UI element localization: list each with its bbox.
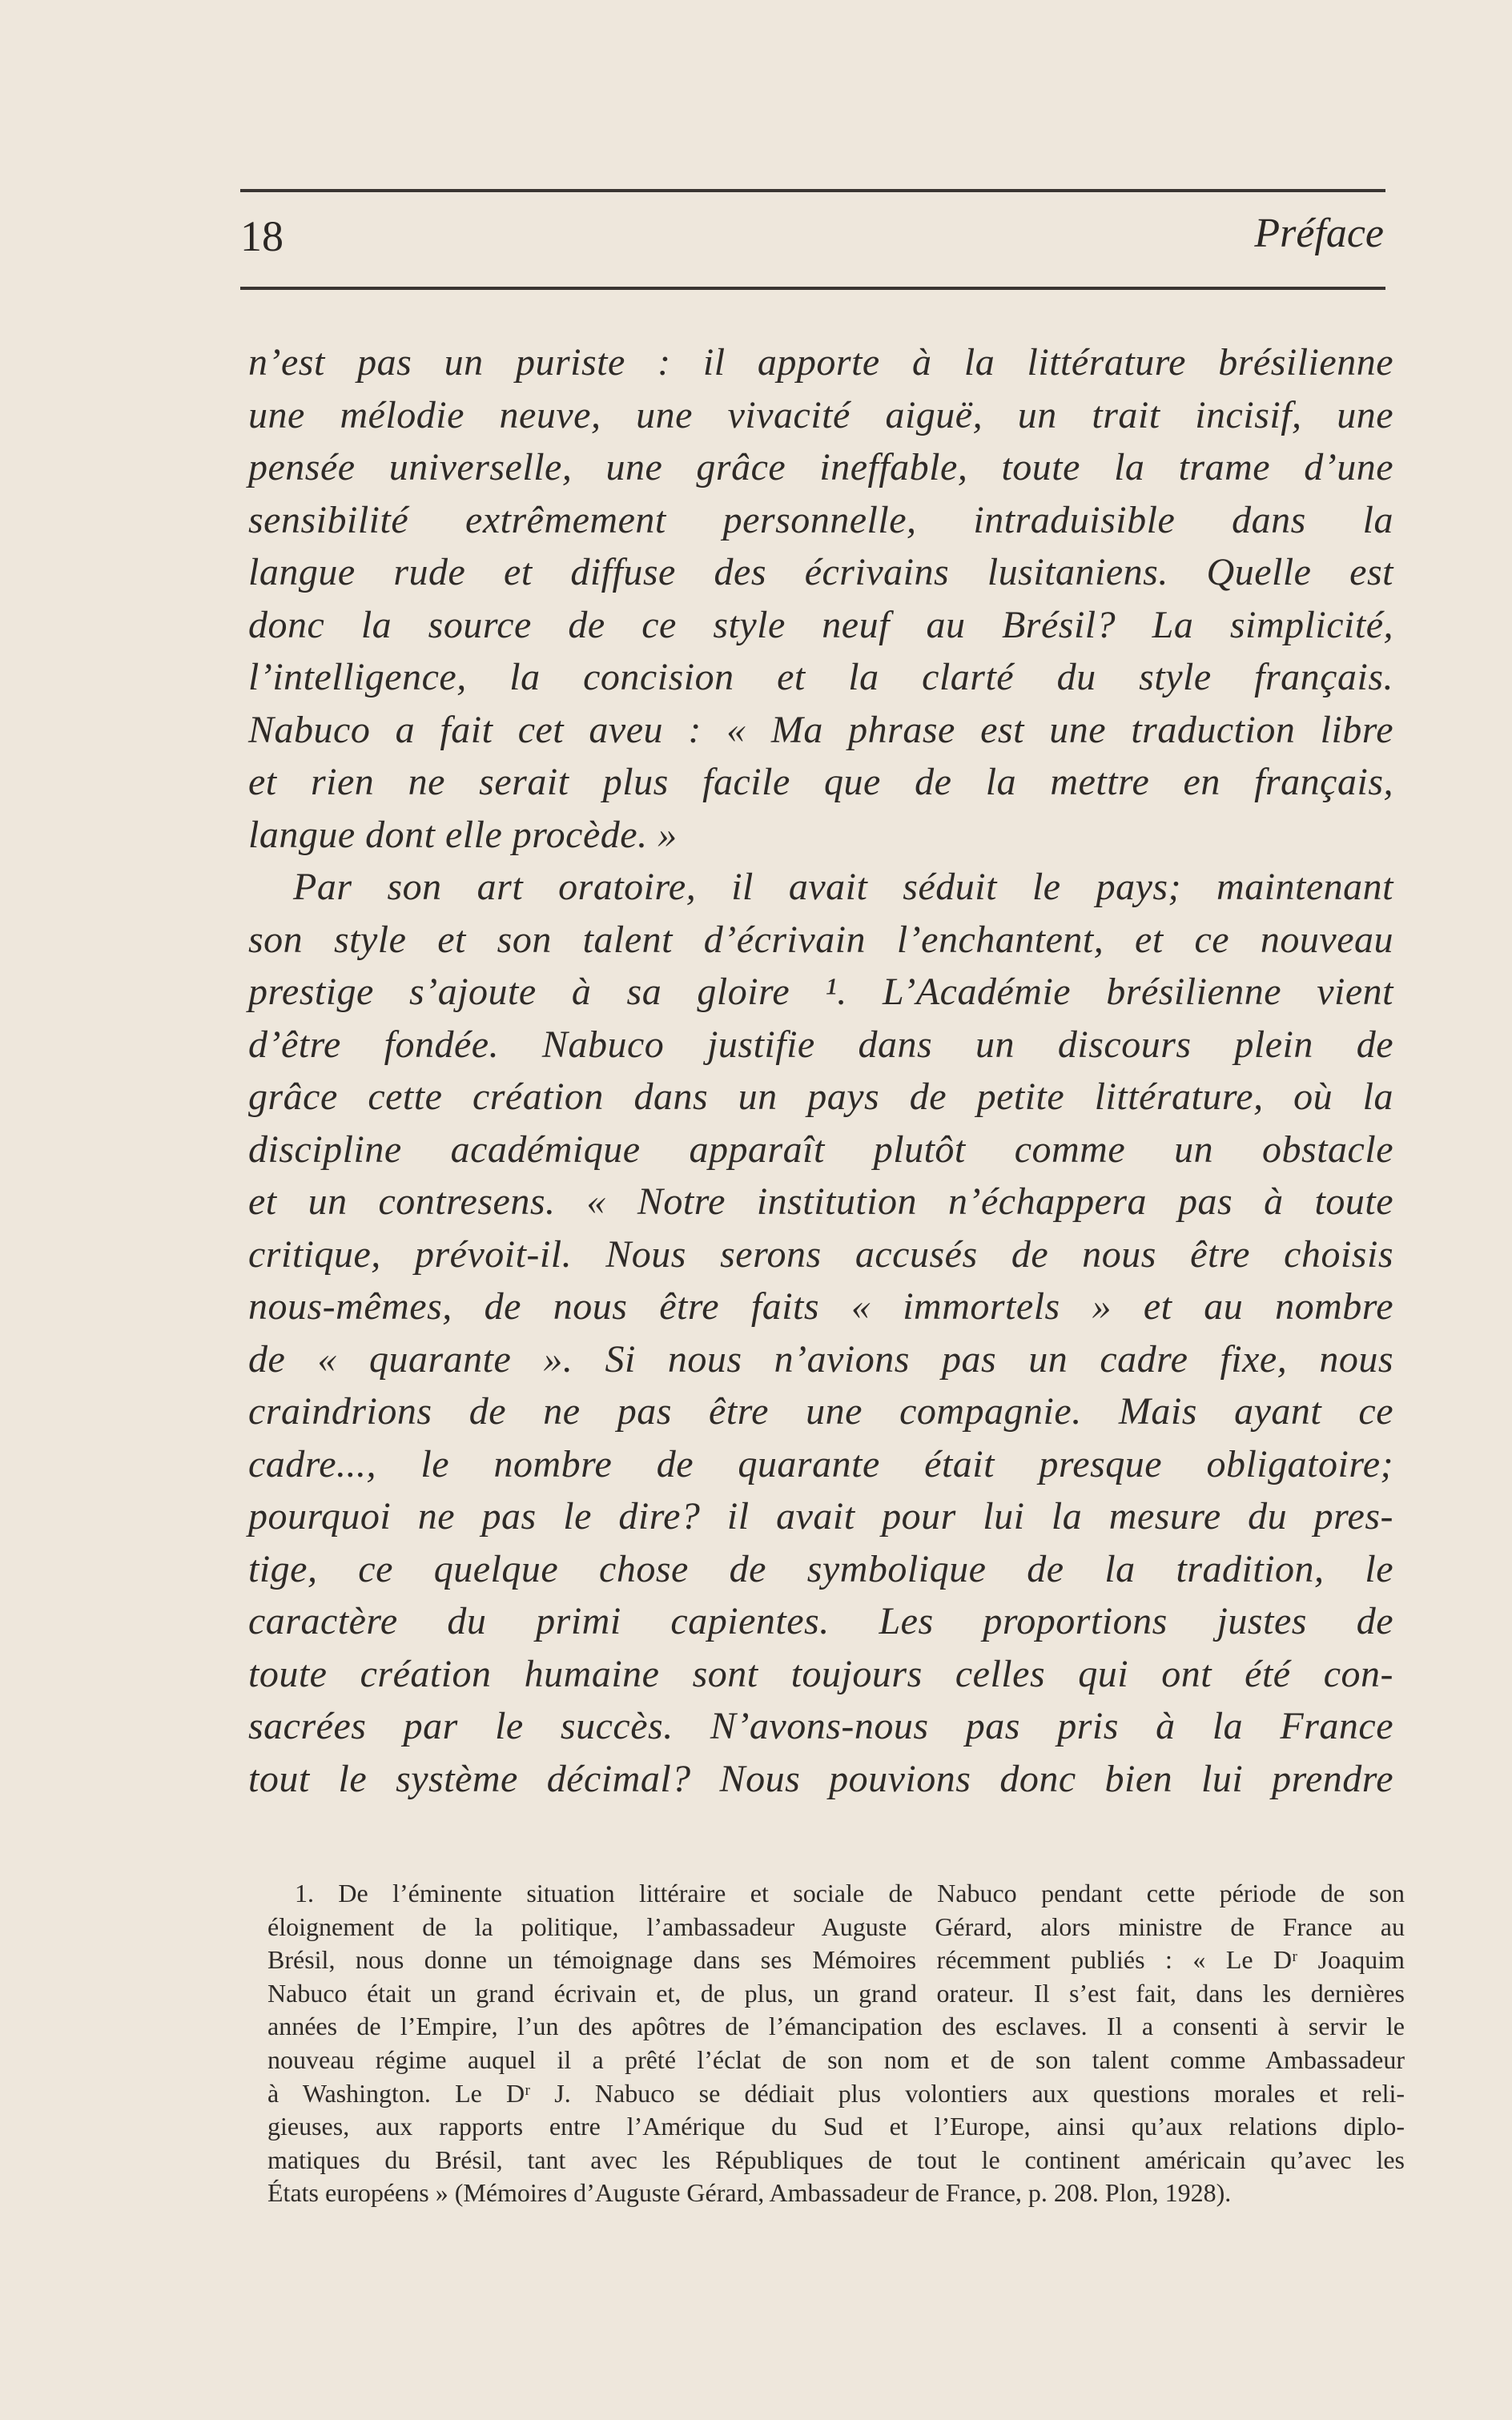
body-line: l’intelligence, la concision et la clarté du style français. (248, 656, 1393, 698)
footnote-block (267, 1877, 1405, 2210)
footnote-line: gieuses, aux rapports entre l’Amérique du Sud et l’Europe, ainsi qu’aux relations diplo- (267, 2112, 1405, 2141)
body-line: pensée universelle, une grâce ineffable, toute la trame d’une (248, 446, 1393, 488)
footnote-line: années de l’Empire, l’un des apôtres de l’émancipation des esclaves. Il a consenti à servir le (267, 2012, 1405, 2041)
body-line: prestige s’ajoute à sa gloire ¹. L’Académie brésilienne vient (248, 971, 1393, 1013)
body-line: cadre..., le nombre de quarante était presque obligatoire; (248, 1442, 1393, 1485)
body-line: et rien ne serait plus facile que de la mettre en français, (248, 761, 1393, 803)
body-line: toute création humaine sont toujours celles qui ont été con- (248, 1652, 1393, 1695)
body-line: de « quarante ». Si nous n’avions pas un cadre fixe, nous (248, 1337, 1393, 1381)
body-line: et un contresens. « Notre institution n’échappera pas à toute (248, 1180, 1393, 1223)
running-title: Préface (1254, 211, 1384, 256)
header-bottom-rule (240, 287, 1385, 290)
body-line: pourquoi ne pas le dire? il avait pour lui la mesure du pres- (248, 1495, 1393, 1538)
body-line: tout le système décimal? Nous pouvions donc bien lui prendre (248, 1757, 1393, 1800)
page-number: 18 (240, 212, 284, 260)
footnote-line: Brésil, nous donne un témoignage dans ses Mémoires récemment publiés : « Le Dʳ Joaquim (267, 1945, 1405, 1975)
footnote-line: éloignement de la politique, l’ambassadeur Auguste Gérard, alors ministre de France au (267, 1911, 1405, 1941)
header-top-rule (240, 189, 1385, 192)
body-line: sensibilité extrêmement personnelle, intraduisible dans la (248, 498, 1393, 541)
body-line: nous-mêmes, de nous être faits « immortels » et au nombre (248, 1285, 1393, 1328)
body-line: Nabuco a fait cet aveu : « Ma phrase est une traduction libre (248, 708, 1393, 751)
body-line: son style et son talent d’écrivain l’enchantent, et ce nouveau (248, 918, 1393, 961)
body-line: sacrées par le succès. N’avons-nous pas pris à la France (248, 1705, 1393, 1747)
body-line: d’être fondée. Nabuco justifie dans un discours plein de (248, 1023, 1393, 1066)
body-line: donc la source de ce style neuf au Brésil? La simplicité, (248, 603, 1393, 646)
body-line: discipline académique apparaît plutôt comme un obstacle (248, 1128, 1393, 1171)
body-line: tige, ce quelque chose de symbolique de la tradition, le (248, 1547, 1393, 1590)
body-line: craindrions de ne pas être une compagnie. Mais ayant ce (248, 1390, 1393, 1433)
body-line: grâce cette création dans un pays de petite littérature, où la (248, 1075, 1393, 1118)
body-line: Par son art oratoire, il avait séduit le pays; maintenant (293, 866, 1393, 908)
body-line: langue dont elle procède. » (248, 813, 678, 856)
body-line: n’est pas un puriste : il apporte à la littérature brésilienne (248, 341, 1393, 384)
body-line: une mélodie neuve, une vivacité aiguë, un trait incisif, une (248, 393, 1393, 436)
footnote-line: États européens » (Mémoires d’Auguste Gérard, Ambassadeur de France, p. 208. Plon, 1928). (267, 2178, 1232, 2208)
footnote-line: Nabuco était un grand écrivain et, de plus, un grand orateur. Il s’est fait, dans les dernières (267, 1978, 1405, 2008)
footnote-line: nouveau régime auquel il a prêté l’éclat de son nom et de son talent comme Ambassadeur (267, 2044, 1405, 2074)
footnote-line: matiques du Brésil, tant avec les Républiques de tout le continent américain qu’avec les (267, 2145, 1405, 2174)
body-line: langue rude et diffuse des écrivains lusitaniens. Quelle est (248, 551, 1393, 593)
body-text (248, 336, 1393, 1805)
footnote-line: à Washington. Le Dʳ J. Nabuco se dédiait plus volontiers aux questions morales et reli- (267, 2078, 1405, 2108)
body-line: critique, prévoit-il. Nous serons accusés de nous être choisis (248, 1232, 1393, 1276)
footnote-line: 1. De l’éminente situation littéraire et sociale de Nabuco pendant cette période de son (295, 1879, 1405, 1907)
body-line: caractère du primi capientes. Les proportions justes de (248, 1600, 1393, 1642)
